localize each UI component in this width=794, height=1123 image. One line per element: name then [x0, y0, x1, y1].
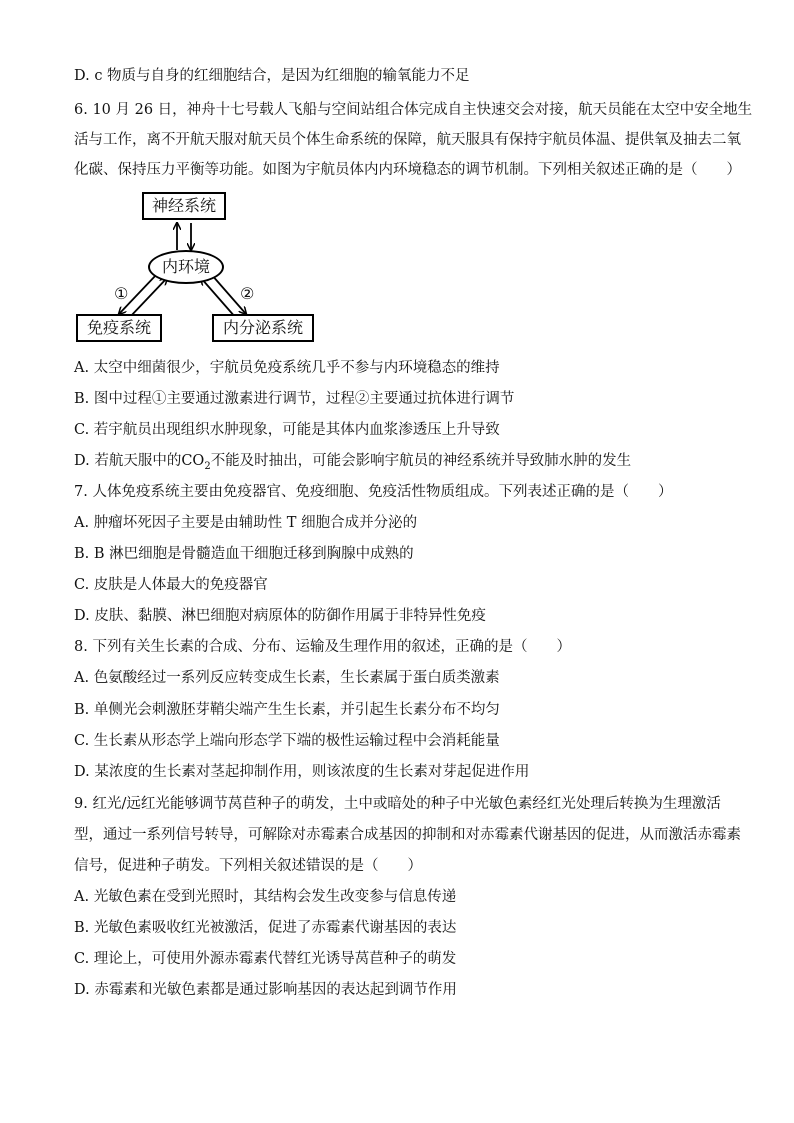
q9-option-a: A. 光敏色素在受到光照时，其结构会发生改变参与信息传递: [74, 889, 457, 905]
q9-option-b: B. 光敏色素吸收红光被激活，促进了赤霉素代谢基因的表达: [74, 920, 457, 936]
question-7-stem: 7. 人体免疫系统主要由免疫器官、免疫细胞、免疫活性物质组成。下列表述正确的是（ ）: [74, 484, 673, 500]
endocrine-system-box: 内分泌系统: [212, 314, 314, 342]
q7-option-a: A. 肿瘤坏死因子主要是由辅助性 T 细胞合成并分泌的: [74, 515, 418, 531]
q9-option-c: C. 理论上，可使用外源赤霉素代替红光诱导莴苣种子的萌发: [74, 951, 457, 967]
q5-option-d: D. c 物质与自身的红细胞结合，是因为红细胞的输氧能力不足: [74, 68, 470, 84]
q7-option-d: D. 皮肤、黏膜、淋巴细胞对病原体的防御作用属于非特异性免疫: [74, 608, 486, 624]
question-9-stem-line2: 型，通过一系列信号转导，可解除对赤霉素合成基因的抑制和对赤霉素代谢基因的促进，从而激活赤霉素: [74, 827, 741, 843]
question-8-stem: 8. 下列有关生长素的合成、分布、运输及生理作用的叙述，正确的是（ ）: [74, 639, 571, 655]
arrow-endocrine-to-internal: [201, 278, 236, 318]
q7-option-c: C. 皮肤是人体最大的免疫器官: [74, 577, 268, 593]
q7-option-b: B. B 淋巴细胞是骨髓造血干细胞迁移到胸腺中成熟的: [74, 546, 414, 562]
q8-option-b: B. 单侧光会刺激胚芽鞘尖端产生生长素，并引起生长素分布不均匀: [74, 702, 500, 718]
co2-subscript: 2: [204, 460, 211, 472]
q8-option-a: A. 色氨酸经过一系列反应转变成生长素，生长素属于蛋白质类激素: [74, 670, 500, 686]
process-1-label: ①: [114, 284, 129, 303]
question-6-stem-line1: 6. 10 月 26 日，神舟十七号载人飞船与空间站组合体完成自主快速交会对接，航天员能在太空中安全地生: [74, 102, 753, 118]
question-6-stem-line2: 活与工作，离不开航天服对航天员个体生命系统的保障，航天服具有保持宇航员体温、提供氧及抽去二氧: [74, 132, 741, 148]
question-9-stem-line3: 信号，促进种子萌发。下列相关叙述错误的是（ ）: [74, 858, 422, 874]
q6-option-d-text2: 不能及时抽出，可能会影响宇航员的神经系统并导致肺水肿的发生: [210, 453, 632, 469]
q8-option-d: D. 某浓度的生长素对茎起抑制作用，则该浓度的生长素对芽起促进作用: [74, 764, 530, 780]
q6-option-b: B. 图中过程①主要通过激素进行调节，过程②主要通过抗体进行调节: [74, 391, 515, 407]
q8-option-c: C. 生长素从形态学上端向形态学下端的极性运输过程中会消耗能量: [74, 733, 500, 749]
q6-option-c: C. 若宇航员出现组织水肿现象，可能是其体内血浆渗透压上升导致: [74, 422, 500, 438]
homeostasis-diagram: [74, 190, 324, 348]
q6-option-a: A. 太空中细菌很少，宇航员免疫系统几乎不参与内环境稳态的维持: [74, 360, 500, 376]
q6-option-d: [74, 451, 734, 477]
question-9-stem-line1: 9. 红光/远红光能够调节莴苣种子的萌发，土中或暗处的种子中光敏色素经红光处理后转换为生理激活: [74, 796, 721, 812]
process-2-label: ②: [240, 284, 255, 303]
question-6-stem-line3: 化碳、保持压力平衡等功能。如图为宇航员体内内环境稳态的调节机制。下列相关叙述正确的是（ ）: [74, 162, 741, 178]
immune-system-box: 免疫系统: [76, 314, 162, 342]
q6-option-d-text1: D. 若航天服中的CO: [74, 453, 205, 469]
q9-option-d: D. 赤霉素和光敏色素都是通过影响基因的表达起到调节作用: [74, 982, 457, 998]
internal-environment-oval: 内环境: [148, 250, 224, 284]
nervous-system-box: 神经系统: [142, 192, 226, 220]
